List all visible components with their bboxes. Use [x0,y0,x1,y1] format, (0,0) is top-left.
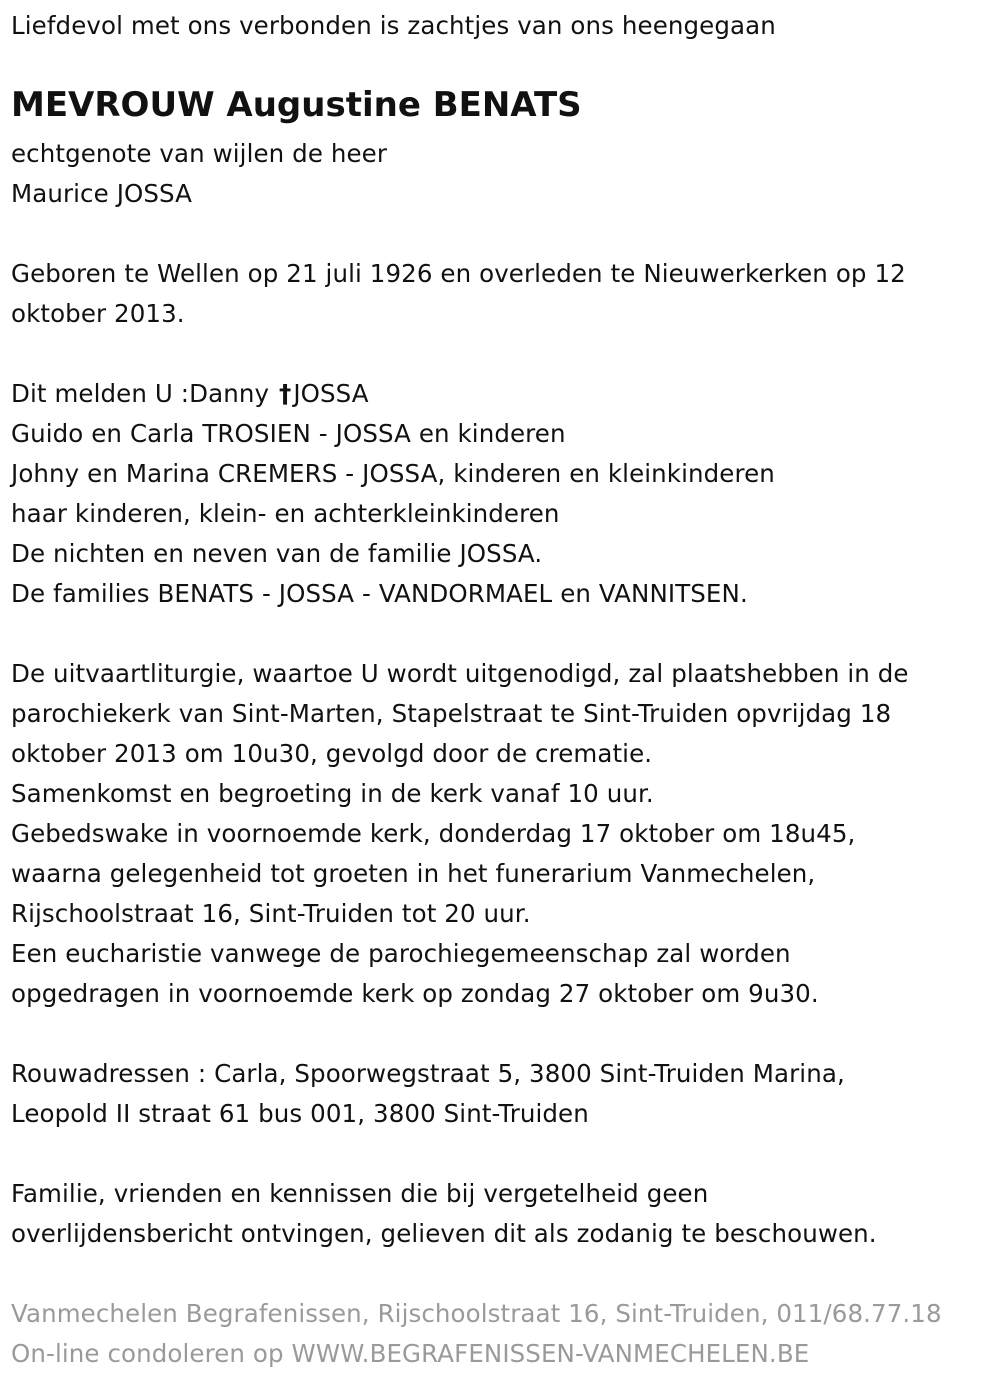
funeral-home-footer [11,1294,942,1374]
funeral-line: Samenkomst en begroeting in de kerk vanaf 10 uur. [11,779,654,808]
notice-line-1: Familie, vrienden en kennissen die bij vergetelheid geen [11,1179,709,1208]
funeral-line: oktober 2013 om 10u30, gevolgd door de crematie. [11,739,653,768]
funeral-line: waarna gelegenheid tot groeten in het funerarium Vanmechelen, [11,859,816,888]
funeral-section [11,654,909,1014]
birth-death-section [11,254,906,334]
footer-line-1: Vanmechelen Begrafenissen, Rijschoolstraat 16, Sint-Truiden, 011/68.77.18 [11,1299,942,1328]
funeral-line: Rijschoolstraat 16, Sint-Truiden tot 20 uur. [11,899,531,928]
addresses-line-2: Leopold II straat 61 bus 001, 3800 Sint-Truiden [11,1099,589,1128]
notice-section [11,1174,877,1254]
spouse-line-2: Maurice JOSSA [11,179,193,208]
footer-website-line[interactable]: On-line condoleren op WWW.BEGRAFENISSEN-VANMECHELEN.BE [11,1339,810,1368]
family-line: haar kinderen, klein- en achterkleinkinderen [11,499,560,528]
announce-suffix: JOSSA [293,379,369,408]
deceased-name: MEVROUW Augustine BENATS [11,85,582,125]
family-section [11,374,775,614]
spouse-section [11,134,387,214]
funeral-line: De uitvaartliturgie, waartoe U wordt uitgenodigd, zal plaatshebben in de [11,659,909,688]
family-line: De nichten en neven van de familie JOSSA. [11,539,543,568]
funeral-line: parochiekerk van Sint-Marten, Stapelstraat te Sint-Truiden opvrijdag 18 [11,699,892,728]
notice-line-2: overlijdensbericht ontvingen, gelieven dit als zodanig te beschouwen. [11,1219,877,1248]
family-line: Johny en Marina CREMERS - JOSSA, kinderen en kleinkinderen [11,459,775,488]
addresses-section [11,1054,845,1134]
announce-line [11,374,775,414]
intro-text: Liefdevol met ons verbonden is zachtjes van ons heengegaan [11,11,776,40]
funeral-line: Een eucharistie vanwege de parochiegemeenschap zal worden [11,939,791,968]
addresses-line-1: Rouwadressen : Carla, Spoorwegstraat 5, 3800 Sint-Truiden Marina, [11,1059,845,1088]
funeral-line: Gebedswake in voornoemde kerk, donderdag 17 oktober om 18u45, [11,819,856,848]
birth-line-1: Geboren te Wellen op 21 juli 1926 en overleden te Nieuwerkerken op 12 [11,259,906,288]
spouse-line-1: echtgenote van wijlen de heer [11,139,388,168]
announce-prefix: Dit melden U :Danny [11,379,270,408]
cross-icon: † [278,379,292,408]
family-line: Guido en Carla TROSIEN - JOSSA en kinderen [11,419,566,448]
birth-line-2: oktober 2013. [11,299,185,328]
family-line: De families BENATS - JOSSA - VANDORMAEL en VANNITSEN. [11,579,748,608]
funeral-line: opgedragen in voornoemde kerk op zondag 27 oktober om 9u30. [11,979,819,1008]
